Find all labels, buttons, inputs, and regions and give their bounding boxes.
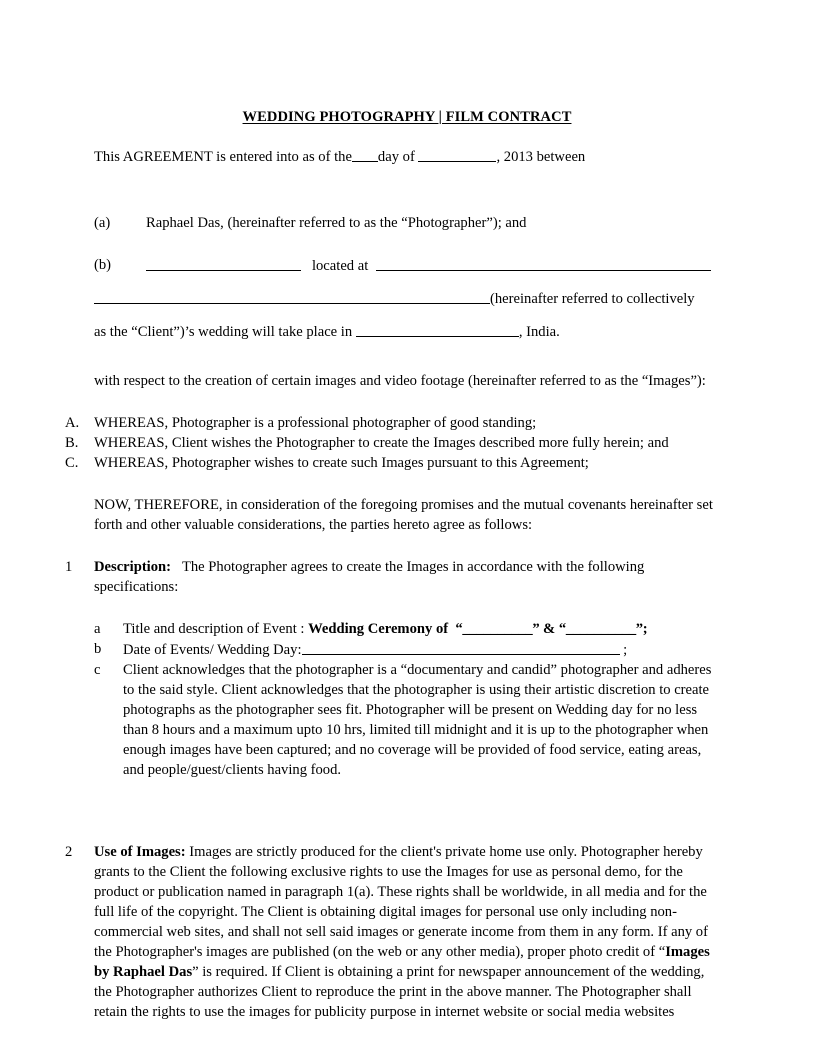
whereas-text-b: WHEREAS, Client wishes the Photographer to create the Images described more fully herein; and <box>94 435 669 452</box>
whereas-text-c: WHEREAS, Photographer wishes to create such Images pursuant to this Agreement; <box>94 455 589 472</box>
section-2 <box>65 843 720 1023</box>
blank-month[interactable] <box>418 147 496 162</box>
blank-ceremony-name-2[interactable]: “__________”; <box>558 621 648 638</box>
collectively-text: (hereinafter referred to collectively <box>490 290 695 307</box>
section-1-item-c <box>94 661 720 781</box>
recital-with-respect: with respect to the creation of certain images and video footage (hereinafter referred to as the “Images”): <box>94 373 706 390</box>
section-1-item-b-prefix: Date of Events/ Wedding Day: <box>123 642 302 659</box>
wedding-location-prefix: as the “Client”)’s wedding will take place in <box>94 323 353 340</box>
party-located-at-label: located at <box>311 257 369 274</box>
section-1-item-b-suffix: ; <box>623 642 628 659</box>
section-2-credit-bold: Images by Raphael Das <box>94 944 710 980</box>
party-marker-b: (b) <box>94 256 112 273</box>
wedding-location-line <box>94 322 720 343</box>
party-row-a <box>94 214 720 234</box>
blank-client-address-line1[interactable] <box>376 256 711 271</box>
section-2-heading: Use of Images: <box>94 844 186 861</box>
blank-day-number[interactable] <box>352 147 378 162</box>
section-1-item-a-prefix: Title and description of Event : <box>123 621 309 638</box>
party-row-b <box>94 256 720 277</box>
blank-ceremony-name-1[interactable]: “__________” <box>455 621 540 638</box>
section-1-item-b <box>94 640 720 661</box>
section-1-item-a-marker: a <box>94 621 101 638</box>
section-1-heading: Description: <box>94 559 172 576</box>
section-2-body-part-2: ” is required. If Client is obtaining a print for newspaper announcement of the wedding, the Photographer authorizes Client to reproduce the print in the above manner. The Photographer shall retain the rights to use the images for publicity purpose in internet website or social media websites <box>94 964 705 1020</box>
page-title-text: WEDDING PHOTOGRAPHY | FILM CONTRACT <box>242 109 572 125</box>
section-1-item-a-amp: & <box>539 621 559 638</box>
section-2-number: 2 <box>65 844 73 861</box>
agreement-intro-line <box>94 147 720 168</box>
section-2-body-part-1: Images are strictly produced for the client's private home use only. Photographer hereby grants to the Client the following exclusive rights to use the Images for use as personal demo, for the product or publication named in paragraph 1(a). These rights shall be worldwide, in all media and for the full life of the copyright. The Client is obtaining digital images for personal use only including non-commercial web sites, and shall not sell said images or generate income from them in any form. If any of the Photographer's images are published (on the web or any other media), proper photo credit of “ <box>94 844 708 961</box>
whereas-text-a: WHEREAS, Photographer is a professional photographer of good standing; <box>94 415 537 432</box>
whereas-clause-a: A. WHEREAS, Photographer is a professional photographer of good standing; <box>65 415 537 432</box>
party-text-a: Raphael Das, (hereinafter referred to as the “Photographer”); and <box>146 214 527 231</box>
section-1-item-c-text: Client acknowledges that the photographer is a “documentary and candid” photographer and adheres to the said style. Client acknowledges that the photographer is using their artistic discretion to create photographs as the photographer sees fit. Photographer will be present on Wedding day for no less than 8 hours and a maximum upto 10 hrs, limited till midnight and it is up to the photographer when enough images have been captured; and no coverage will be provided of food service, eating areas, and people/guest/clients having food. <box>123 662 712 779</box>
agreement-intro-lead: This AGREEMENT is entered into as of the <box>94 148 352 165</box>
page-title <box>94 108 720 126</box>
client-address-line2 <box>94 289 720 310</box>
blank-wedding-date[interactable] <box>302 640 620 655</box>
section-1-item-c-marker: c <box>94 662 101 679</box>
blank-client-address-line2[interactable] <box>94 289 490 304</box>
agreement-intro-dayof: day of <box>377 148 415 165</box>
section-1-body: The Photographer agrees to create the Images in accordance with the following specifications: <box>94 559 645 596</box>
now-therefore-paragraph: NOW, THEREFORE, in consideration of the foregoing promises and the mutual covenants hereinafter set forth and other valuable considerations, the parties hereto agree as follows: <box>94 497 713 534</box>
agreement-intro-year: , 2013 between <box>496 148 586 165</box>
whereas-clause-c: C. WHEREAS, Photographer wishes to create such Images pursuant to this Agreement; <box>65 455 589 472</box>
blank-wedding-location[interactable] <box>356 322 519 337</box>
section-1-item-a-bold: Wedding Ceremony of <box>308 621 449 638</box>
section-1 <box>65 558 720 598</box>
whereas-clause-b: B. WHEREAS, Client wishes the Photographer to create the Images described more fully herein; and <box>65 435 669 452</box>
section-1-number: 1 <box>65 559 73 576</box>
blank-client-name[interactable] <box>146 256 301 271</box>
section-1-item-a <box>94 620 720 640</box>
document-content <box>65 108 720 1023</box>
party-marker-a: (a) <box>94 214 111 231</box>
wedding-location-suffix: , India. <box>518 323 560 340</box>
section-1-item-b-marker: b <box>94 641 102 658</box>
